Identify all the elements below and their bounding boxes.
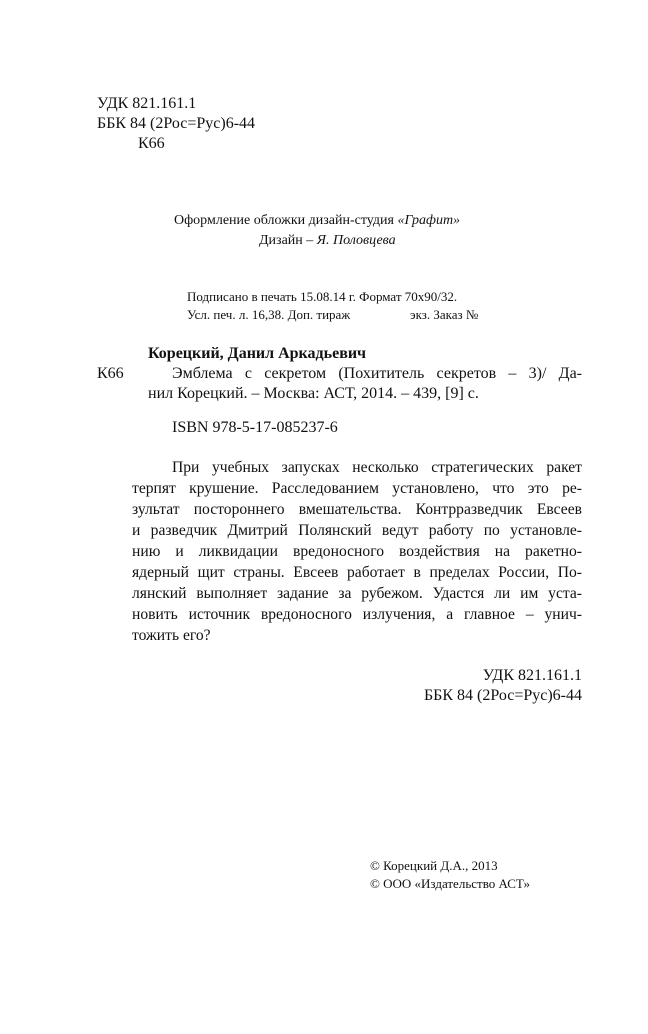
print-info-line1: Подписано в печать 15.08.14 г. Формат 70х90/32. — [187, 289, 458, 304]
print-info-line2-right: экз. Заказ № — [410, 307, 479, 322]
annotation-line: лянский выполняет задание за рубежом. Удастся ли им уста- — [132, 585, 582, 602]
annotation-line: ядерный щит страны. Евсеев работает в пределах России, По- — [132, 564, 582, 581]
annotation-line: и разведчик Дмитрий Полянский ведут работу по установле- — [132, 522, 582, 539]
cover-studio: «Графит» — [397, 213, 461, 228]
footer-udk-code: УДК 821.161.1 — [482, 667, 582, 684]
udk-code: УДК 821.161.1 — [97, 95, 197, 112]
annotation-line: тожить его? — [132, 627, 211, 644]
annotation-line: новить источник вредоносного излучения, а главное – унич- — [132, 606, 582, 623]
cover-credit-prefix: Оформление обложки дизайн-студия — [174, 213, 398, 228]
cover-credit — [174, 212, 460, 230]
print-info-line2-left: Усл. печ. л. 16,38. Доп. тираж — [187, 307, 351, 322]
catalog-desc-line1: Эмблема с секретом (Похититель секретов – 3)/ Да- — [172, 365, 582, 382]
annotation-line: терпят крушение. Расследованием установлено, что это ре- — [132, 480, 582, 497]
annotation-line: нию и ликвидации вредоносного воздействия на ракетно- — [132, 543, 582, 560]
design-credit-prefix: Дизайн – — [259, 233, 317, 248]
bbk-code: ББК 84 (2Рос=Рус)6-44 — [97, 115, 256, 132]
designer-name: Я. Половцева — [316, 233, 396, 248]
footer-bbk-code: ББК 84 (2Рос=Рус)6-44 — [423, 687, 582, 704]
annotation-line: При учебных запусках несколько стратегических ракет — [172, 459, 582, 476]
catalog-desc-line2: нил Корецкий. – Москва: АСТ, 2014. – 439, [9] с. — [148, 385, 479, 402]
copyright-publisher: © ООО «Издательство АСТ» — [370, 876, 531, 891]
author-mark: К66 — [138, 135, 165, 152]
catalog-author: Корецкий, Данил Аркадьевич — [148, 345, 367, 362]
isbn: ISBN 978-5-17-085237-6 — [172, 419, 338, 436]
annotation-line: зультат постороннего вмешательства. Контрразведчик Евсеев — [132, 501, 582, 518]
catalog-mark: К66 — [97, 365, 124, 382]
copyright-author: © Корецкий Д.А., 2013 — [370, 858, 498, 873]
design-credit — [259, 232, 396, 250]
